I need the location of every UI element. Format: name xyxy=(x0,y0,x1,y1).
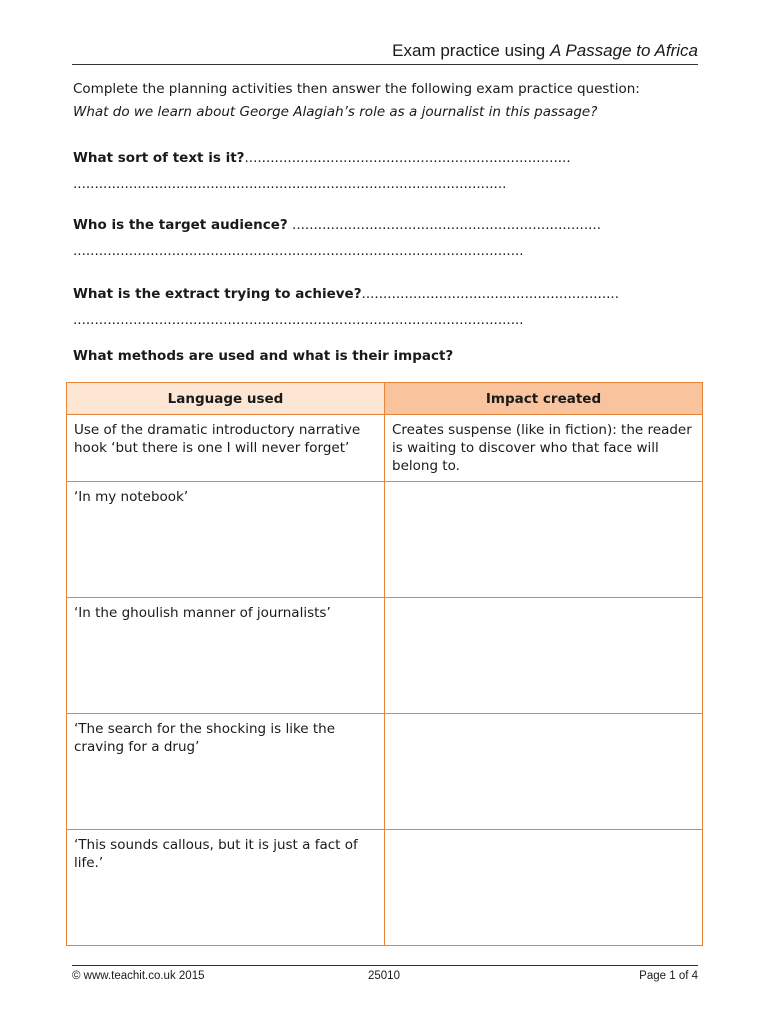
table-row xyxy=(67,598,703,714)
table-row xyxy=(67,415,703,482)
methods-heading: What methods are used and what is their impact? xyxy=(73,348,454,364)
field-label: What sort of text is it? xyxy=(73,150,245,166)
table-row xyxy=(67,830,703,946)
column-header-language: Language used xyxy=(67,383,385,415)
answer-line[interactable]: ............................................................................ xyxy=(244,150,571,166)
impact-cell[interactable] xyxy=(385,714,703,830)
table-row xyxy=(67,714,703,830)
impact-cell[interactable]: Creates suspense (like in fiction): the reader is waiting to discover who that face will belong to. xyxy=(385,415,703,482)
intro xyxy=(73,78,703,124)
answer-line[interactable]: ........................................................................ xyxy=(287,217,601,233)
header-title-italic: A Passage to Africa xyxy=(549,41,698,60)
page-header xyxy=(72,40,698,65)
answer-line[interactable]: ......................................................................................................... xyxy=(73,312,524,328)
field-label: Who is the target audience? xyxy=(73,217,288,233)
impact-cell[interactable] xyxy=(385,598,703,714)
field-extract-purpose[interactable] xyxy=(73,281,698,333)
methods-table xyxy=(66,382,703,946)
table-row xyxy=(67,482,703,598)
column-header-impact: Impact created xyxy=(385,383,703,415)
field-label: What is the extract trying to achieve? xyxy=(73,286,362,302)
field-text-type[interactable] xyxy=(73,145,698,197)
language-cell: ‘In the ghoulish manner of journalists’ xyxy=(67,598,385,714)
impact-cell[interactable] xyxy=(385,482,703,598)
page-footer xyxy=(72,965,698,982)
language-cell: ‘This sounds callous, but it is just a fact of life.’ xyxy=(67,830,385,946)
page-number: Page 1 of 4 xyxy=(639,970,698,982)
answer-line[interactable]: ............................................................ xyxy=(361,286,620,302)
header-title: Exam practice using xyxy=(392,41,550,60)
impact-cell[interactable] xyxy=(385,830,703,946)
instruction-text: Complete the planning activities then answer the following exam practice question: xyxy=(73,81,640,97)
language-cell: ‘In my notebook’ xyxy=(67,482,385,598)
table-header-row xyxy=(67,383,703,415)
language-cell: ‘The search for the shocking is like the craving for a drug’ xyxy=(67,714,385,830)
document-code: 25010 xyxy=(368,970,400,982)
language-cell: Use of the dramatic introductory narrative hook ‘but there is one I will never forget’ xyxy=(67,415,385,482)
exam-question: What do we learn about George Alagiah’s role as a journalist in this passage? xyxy=(73,104,598,120)
answer-line[interactable]: ..................................................................................................... xyxy=(73,176,507,192)
copyright-text: © www.teachit.co.uk 2015 xyxy=(72,970,205,982)
field-target-audience[interactable] xyxy=(73,212,698,264)
answer-line[interactable]: ......................................................................................................... xyxy=(73,243,524,259)
